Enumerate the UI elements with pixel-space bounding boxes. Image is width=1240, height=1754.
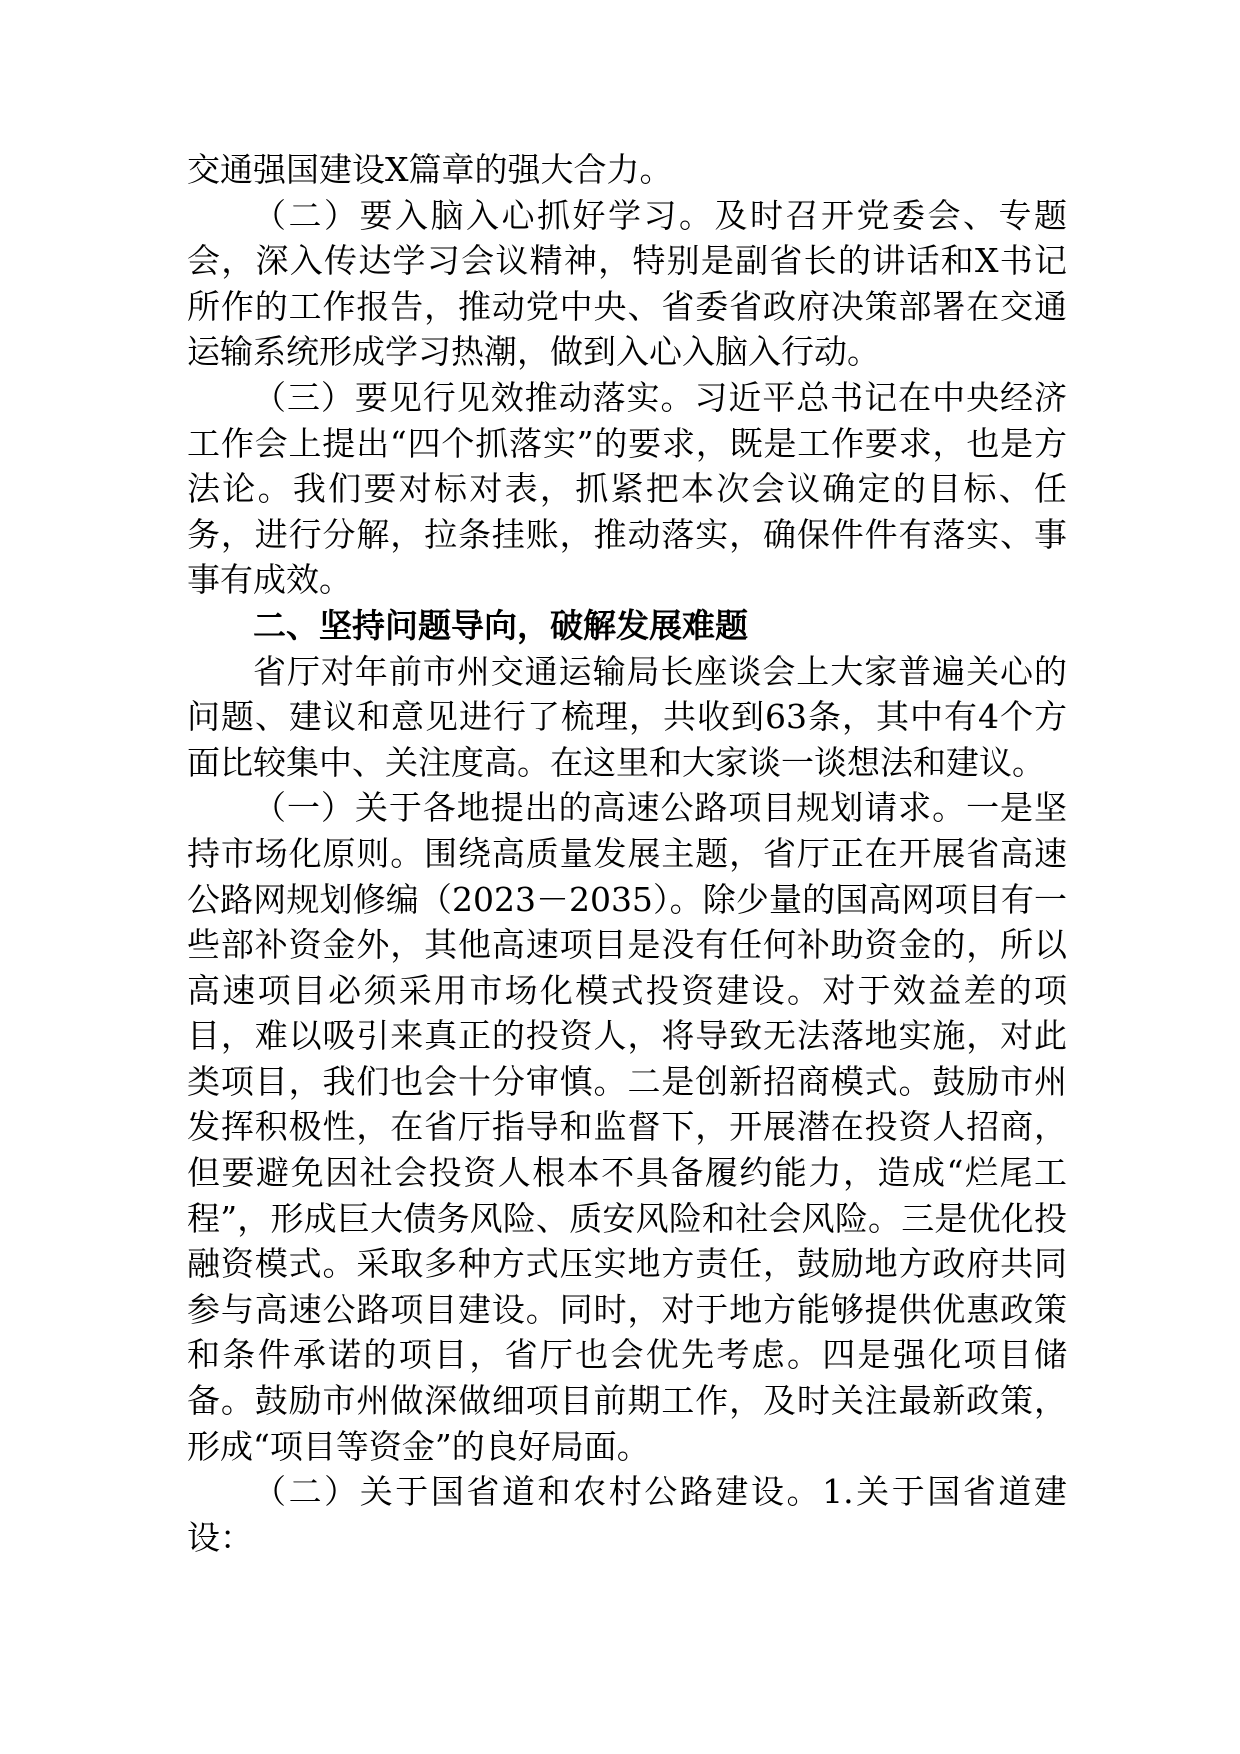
document-body: [187, 147, 1067, 1560]
section-heading: 二、坚持问题导向，破解发展难题: [253, 605, 748, 645]
paragraph-summary: 省厅对年前市州交通运输局长座谈会上大家普遍关心的问题、建议和意见进行了梳理，共收到63条，其中有4个方面比较集中、关注度高。在这里和大家谈一谈想法和建议。: [187, 651, 1067, 782]
paragraph-road-construction: （二）关于国省道和农村公路建设。1.关于国省道建设：: [187, 1472, 1067, 1557]
paragraph-continuation: 交通强国建设X篇章的强大合力。: [187, 150, 673, 189]
paragraph-implementation: （三）要见行见效推动落实。习近平总书记在中央经济工作会上提出“四个抓落实”的要求，既是工作要求，也是方法论。我们要对标对表，抓紧把本次会议确定的目标、任务，进行分解，拉条挂账，推动落实，确保件件有落实、事事有成效。: [187, 377, 1067, 600]
paragraph-study: （二）要入脑入心抓好学习。及时召开党委会、专题会，深入传达学习会议精神，特别是副省长的讲话和X书记所作的工作报告，推动党中央、省委省政府决策部署在交通运输系统形成学习热潮，做到入心入脑入行动。: [187, 195, 1067, 372]
paragraph-highway-planning: （一）关于各地提出的高速公路项目规划请求。一是坚持市场化原则。围绕高质量发展主题，省厅正在开展省高速公路网规划修编（2023－2035）。除少量的国高网项目有一些部补资金外，其他高速项目是没有任何补助资金的，所以高速项目必须采用市场化模式投资建设。对于效益差的项目，难以吸引来真正的投资人，将导致无法落地实施，对此类项目，我们也会十分审慎。二是创新招商模式。鼓励市州发挥积极性，在省厅指导和监督下，开展潜在投资人招商，但要避免因社会投资人根本不具备履约能力，造成“烂尾工程”，形成巨大债务风险、质安风险和社会风险。三是优化投融资模式。采取多种方式压实地方责任，鼓励地方政府共同参与高速公路项目建设。同时，对于地方能够提供优惠政策和条件承诺的项目，省厅也会优先考虑。四是强化项目储备。鼓励市州做深做细项目前期工作，及时关注最新政策，形成“项目等资金”的良好局面。: [187, 788, 1067, 1466]
